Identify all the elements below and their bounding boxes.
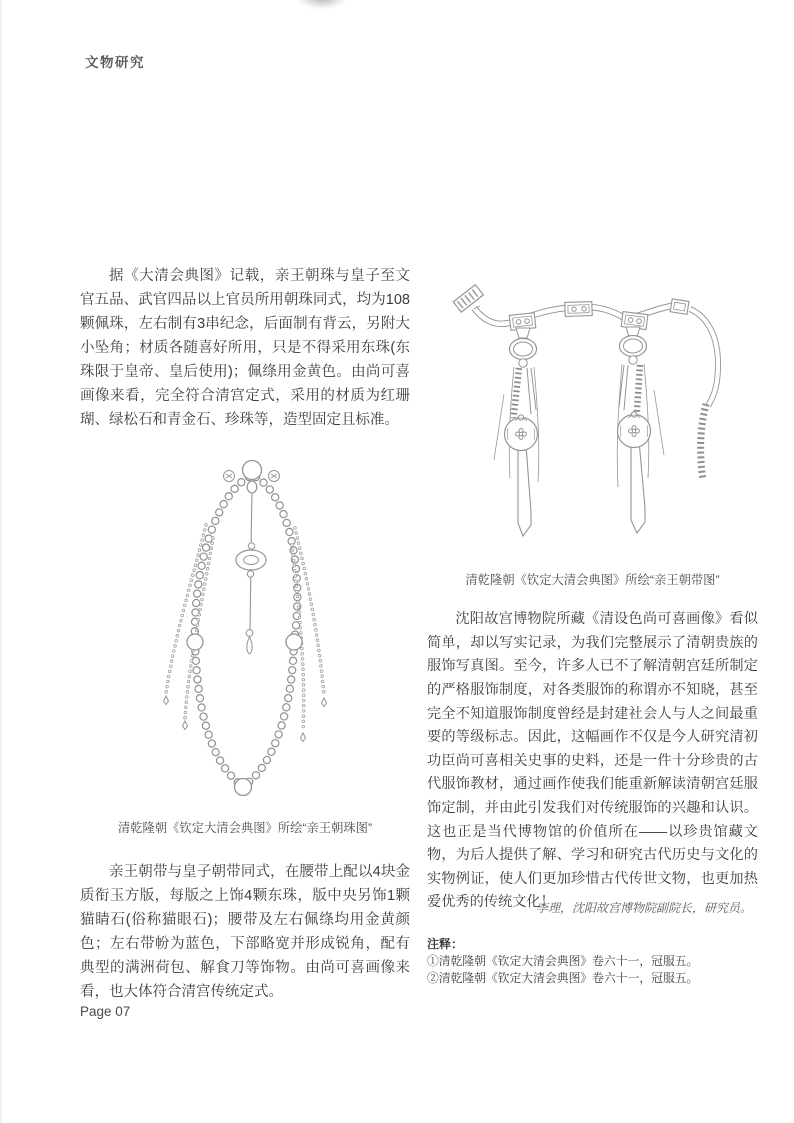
note-item: ①清乾隆朝《钦定大清会典图》卷六十一，冠服五。 [427, 954, 699, 968]
court-necklace-figure [145, 450, 377, 806]
notes-section [427, 936, 758, 987]
journal-section-title: 文物研究 [85, 55, 145, 70]
necklace-line-drawing-icon [145, 450, 377, 806]
belt-line-drawing-icon [428, 282, 758, 567]
notes-title: 注释： [427, 937, 464, 951]
body-paragraph-chaodai: 亲王朝带与皇子朝带同式，在腰带上配以4块金质衔玉方版，每版之上饰4颗东珠，版中央另饰1颗猫睛石(俗称猫眼石)；腰带及左右佩绦均用金黄颜色；左右带帉为蓝色，下部略宽并形成锐角，配有典型的满洲荷包、解食刀等饰物。由尚可喜画像来看，也大体符合清宫传统定式。 [80, 863, 410, 1000]
body-paragraph-chaozhu: 据《大清会典图》记载，亲王朝珠与皇子至文官五品、武官四品以上官员所用朝珠同式，均为108颗佩珠，左右制有3串纪念，后面制有背云，另附大小坠角；材质各随喜好所用，只是不得采用东珠(东珠限于皇帝、皇后使用)；佩绦用金黄色。由尚可喜画像来看，完全符合清宫定式，采用的材质为红珊瑚、绿松石和青金石、珍珠等，造型固定且标准。 [80, 267, 410, 428]
figure-caption-necklace: 清乾隆朝《钦定大清会典图》所绘“亲王朝珠图” [117, 821, 373, 835]
body-paragraph-conclusion: 沈阳故宫博物院所藏《清设色尚可喜画像》看似简单，却以写实记录，为我们完整展示了清朝贵族的服饰写真图。至今，许多人已不了解清朝宫廷所制定的严格服饰制度，对各类服饰的称谓亦不知晓，甚至完全不知道服饰制度曾经是封建社会人与人之间最重要的等级标志。因此，这幅画作不仅是今人研究清初功臣尚可喜相关史事的史料，还是一件十分珍贵的古代服饰教材，通过画作使我们能重新解读清朝宫廷服饰定制，并由此引发我们对传统服饰的兴趣和认识。这也正是当代博物馆的价值所在——以珍贵馆藏文物，为后人提供了解、学习和研究古代历史与文化的实物例证，使人们更加珍惜古代传世文物，也更加热爱优秀的传统文化！ [427, 611, 758, 911]
figure-caption-belt: 清乾隆朝《钦定大清会典图》所绘“亲王朝带图” [465, 573, 720, 587]
note-item: ②清乾隆朝《钦定大清会典图》卷六十一，冠服五。 [427, 971, 699, 985]
author-credit: 李理，沈阳故宫博物院副院长，研究员。 [535, 901, 752, 915]
scan-smudge-artifact [296, 0, 348, 9]
scan-edge-shadow [0, 0, 3, 1123]
page-number: Page 07 [80, 1004, 131, 1019]
court-belt-figure [428, 282, 758, 567]
